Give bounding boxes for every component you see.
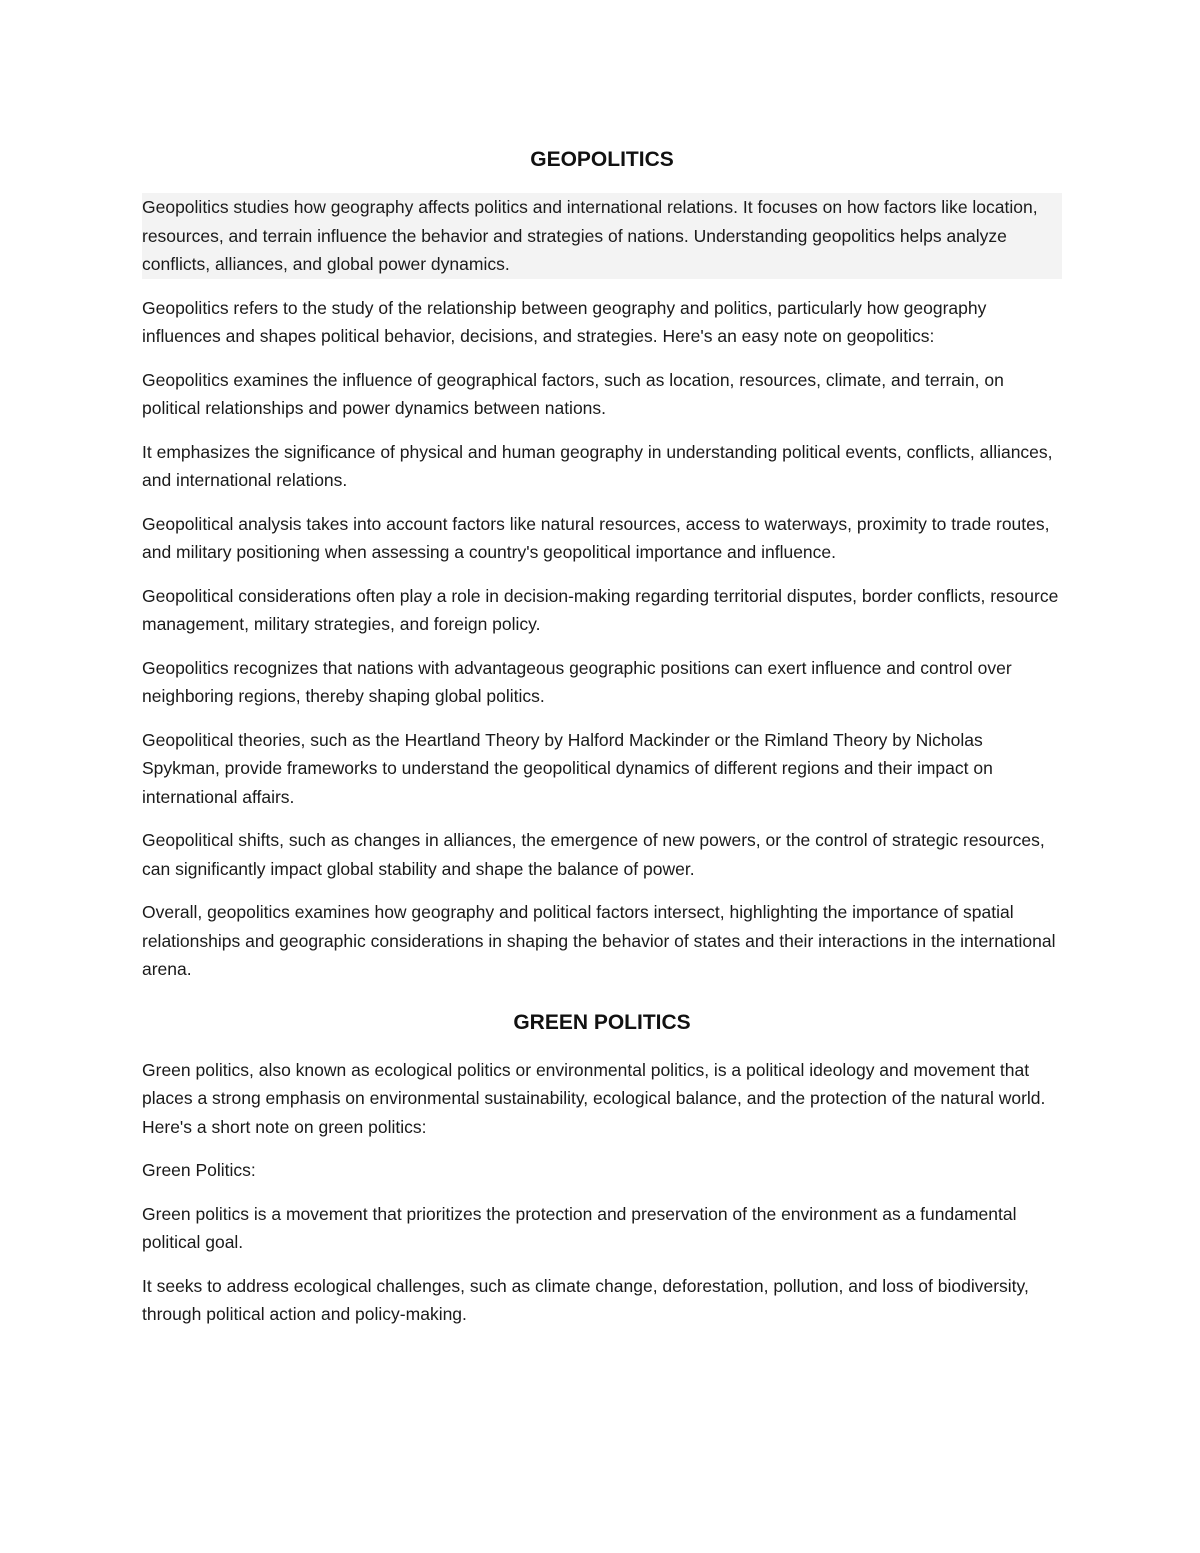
paragraph: Green politics is a movement that prioritizes the protection and preservation of the environment as a fundamental political goal. bbox=[142, 1203, 1017, 1252]
paragraph: Green Politics: bbox=[142, 1160, 256, 1180]
paragraph: Overall, geopolitics examines how geography and political factors intersect, highlighting the importance of spatial relationships and geographic considerations in shaping the behavior of states and their interactions in the international arena. bbox=[142, 902, 1056, 979]
paragraph: Geopolitical theories, such as the Heartland Theory by Halford Mackinder or the Rimland Theory by Nicholas Spykman, provide frameworks to understand the geopolitical dynamics of different regions and their impact on international affairs. bbox=[142, 729, 993, 807]
paragraph: Geopolitics recognizes that nations with advantageous geographic positions can exert influence and control over neighboring regions, thereby shaping global politics. bbox=[142, 657, 1012, 706]
paragraph: It emphasizes the significance of physical and human geography in understanding political events, conflicts, alliances, and international relations. bbox=[142, 441, 1053, 490]
paragraph: Geopolitics examines the influence of geographical factors, such as location, resources, climate, and terrain, on political relationships and power dynamics between nations. bbox=[142, 369, 1004, 418]
section-title-green-politics: GREEN POLITICS bbox=[513, 1010, 691, 1034]
paragraph: Geopolitical shifts, such as changes in alliances, the emergence of new powers, or the control of strategic resources, can significantly impact global stability and shape the balance of power. bbox=[142, 830, 1045, 879]
paragraph: Geopolitical analysis takes into account factors like natural resources, access to waterways, proximity to trade routes, and military positioning when assessing a country's geopolitical importance and influence. bbox=[142, 513, 1050, 562]
paragraph: Green politics, also known as ecological politics or environmental politics, is a political ideology and movement that places a strong emphasis on environmental sustainability, ecological balance, and the protection of the natural world. Here's a short note on green politics: bbox=[142, 1059, 1046, 1137]
paragraph: Geopolitical considerations often play a role in decision-making regarding territorial disputes, border conflicts, resource management, military strategies, and foreign policy. bbox=[142, 585, 1059, 634]
section-title-geopolitics: GEOPOLITICS bbox=[530, 148, 674, 171]
paragraph: It seeks to address ecological challenges, such as climate change, deforestation, pollution, and loss of biodiversity, through political action and policy-making. bbox=[142, 1275, 1029, 1324]
document-body bbox=[142, 145, 1062, 1344]
paragraph: Geopolitics studies how geography affects politics and international relations. It focuses on how factors like location, resources, and terrain influence the behavior and strategies of nations. Understanding geopolitics helps analyze conflicts, alliances, and global power dynamics. bbox=[142, 193, 1062, 279]
paragraph: Geopolitics refers to the study of the relationship between geography and politics, particularly how geography influences and shapes political behavior, decisions, and strategies. Here's an easy note on geopolitics: bbox=[142, 297, 987, 346]
